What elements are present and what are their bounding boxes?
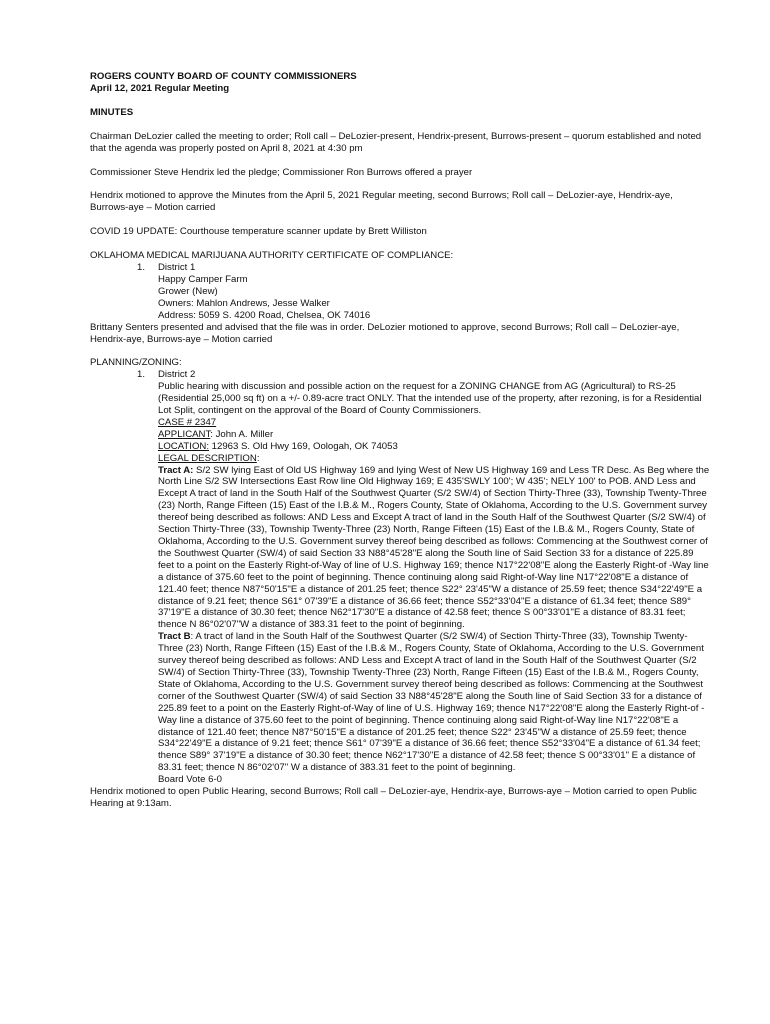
tract-b-paragraph (158, 631, 710, 774)
meeting-date: April 12, 2021 Regular Meeting (90, 82, 230, 94)
legal-description-label: LEGAL DESCRIPTION (158, 452, 257, 464)
omma-item (90, 262, 710, 322)
omma-owners: Owners: Mahlon Andrews, Jesse Walker (158, 297, 330, 309)
planning-description: Public hearing with discussion and possible action on the request for a ZONING CHANGE from AG (Agricultural) to RS-25 (Residential 25,000 sq ft) on a +/- 0.89-acre tract ONLY. That the intended use of the property, after rezoning, is for a Residential Lot Split, contingent on the approval of the Board of County Commissioners. (158, 381, 702, 417)
tract-b-text: : A tract of land in the South Half of the Southwest Quarter (S/2 SW/4) of Section Thirty-Three (33), Township Twenty-Three (23) North, Range Fifteen (15) East of the I.B.& M., Rogers County, State of Oklahoma, According to the U.S. Government survey thereof being described as follows: AND Less and Except A tract of land in the South Half of the Southwest Quarter (S/2 SW/4) of Section Thirty-Three (33), Township Twenty-Three (23) North, Range Fifteen (15) East of the I.B.& M., Rogers County, State of Oklahoma, According to the U.S. Government survey thereof being described as follows: Commencing at the Southwest corner of the Southwest Quarter (SW/4) of said Section 33 N88°45'28"E along the South line of Said Section 33 for a distance of 225.89 feet to a point on the Easterly Right-of-Way of line of U.S. Highway 169; thence N17°22'08"E along the Easterly Right-of -Way line a distance of 375.60 feet to the point of beginning. Thence continuing along said Right-of-Way line N17°22'08"E a distance of 121.40 feet; thence N87°50'15"E a distance of 201.25 feet; thence S22° 23'45"W a distance of 25.59 feet; thence S34°22'49"E a distance of 9.21 feet; thence S61° 07'39"E a distance of 36.66 feet; thence S52°33'04"E a distance of 61.34 feet; thence S89° 37'19"E a distance of 30.30 feet; thence N62°17'30"E a distance of 42.58 feet; thence S 00°33'01" E a distance of 83.31 feet; thence N 86°02'07" W a distance of 383.31 feet to the point of beginning. (158, 631, 705, 774)
omma-license-type: Grower (New) (158, 285, 218, 297)
planning-item (90, 369, 710, 786)
planning-item-number: 1. (137, 369, 146, 381)
legal-description-colon: : (256, 452, 260, 464)
location-value: 12963 S. Old Hwy 169, Oologah, OK 74053 (209, 440, 398, 452)
tract-a-text: S/2 SW lying East of Old US Highway 169 and lying West of New US Highway 169 and Less TR Desc. As Beg where the North Line S/2 SW Intersections East Row line Old Highway 169; E 435'SWLY 100'; W 435'; NELY 100' to POB. AND Less and Except A tract of land in the South Half of the Southwest Quarter (S/2 SW/4) of Section Thirty-Three (33), Township Twenty-Three (23) North, Range Fifteen (15) East of the I.B.& M., Rogers County, State of Oklahoma, According to the U.S. Government survey thereof being described as follows: AND Less and Except A tract of land in the South Half of the Southwest Quarter (S/2 SW/4) of Section Thirty-Three (33), Township Twenty-Three (23) North, Range Fifteen (15) East of the I.B.& M., Rogers County, State of Oklahoma, According to the U.S. Government survey thereof being described as follows: Commencing at the Southwest corner of the Southwest Quarter (SW/4) of said Section 33 N88°45'28"E along the South line of Said Section 33 for a distance of 225.89 feet to a point on the Easterly Right-of-Way of line of U.S. Highway 169; thence N17°22'08"E along the Easterly Right-of -Way line a distance of 375.60 feet to the point of beginning. Thence continuing along said Right-of-Way line N17°22'08"E a distance of 121.40 feet; thence N87°50'15"E a distance of 201.25 feet; thence S22° 23'45"W a distance of 25.59 feet; thence S34°22'49"E a distance of 9.21 feet; thence S61° 07'39"E a distance of 36.66 feet; thence S52°33'04"E a distance of 61.34 feet; thence S89° 37'19"E a distance of 30.30 feet; thence N62°17'30"E a distance of 42.58 feet; thence S 00°33'01"E a distance of 83.31 feet; thence N 86°02'07"W a distance of 383.31 feet to the point of beginning. (158, 464, 710, 631)
location-line (158, 441, 710, 453)
applicant-value: : John A. Miller (210, 428, 274, 440)
planning-heading: PLANNING/ZONING: (90, 357, 182, 369)
omma-heading: OKLAHOMA MEDICAL MARIJUANA AUTHORITY CERTIFICATE OF COMPLIANCE: (90, 250, 454, 262)
planning-district: District 2 (158, 369, 196, 381)
planning-motion-paragraph: Hendrix motioned to open Public Hearing, second Burrows; Roll call – DeLozier-aye, Hendrix-aye, Burrows-aye – Motion carried to open Public Hearing at 9:13am. (90, 786, 697, 809)
location-label: LOCATION: (158, 440, 209, 452)
omma-item-number: 1. (137, 262, 146, 274)
omma-business-name: Happy Camper Farm (158, 273, 248, 285)
call-to-order-paragraph: Chairman DeLozier called the meeting to order; Roll call – DeLozier-present, Hendrix-present, Burrows-present – quorum established and noted that the agenda was properly posted on April 8, 2021 at 4:30 pm (90, 130, 702, 154)
covid-update-paragraph: COVID 19 UPDATE: Courthouse temperature scanner update by Brett Williston (90, 226, 427, 238)
omma-motion-paragraph: Brittany Senters presented and advised that the file was in order. DeLozier motioned to approve, second Burrows; Roll call – DeLozier-aye, Hendrix-aye, Burrows-aye – Motion carried (90, 321, 680, 345)
org-title: ROGERS COUNTY BOARD OF COUNTY COMMISSIONERS (90, 71, 357, 82)
section-heading: MINUTES (90, 106, 134, 118)
omma-district: District 1 (158, 262, 196, 274)
applicant-label: APPLICANT (158, 428, 211, 440)
tract-a-label: Tract A: (158, 464, 194, 476)
omma-address: Address: 5059 S. 4200 Road, Chelsea, OK 74016 (158, 309, 371, 321)
applicant-line (158, 429, 710, 441)
tract-a-paragraph (158, 465, 710, 632)
case-number: CASE # 2347 (158, 416, 217, 428)
approve-minutes-paragraph: Hendrix motioned to approve the Minutes from the April 5, 2021 Regular meeting, second Burrows; Roll call – DeLozier-aye, Hendrix-aye, Burrows-aye – Motion carried (90, 190, 673, 214)
legal-description-line (158, 453, 710, 465)
board-vote: Board Vote 6-0 (158, 774, 223, 786)
tract-b-label: Tract B (158, 631, 191, 643)
pledge-paragraph: Commissioner Steve Hendrix led the pledge; Commissioner Ron Burrows offered a prayer (90, 166, 473, 178)
